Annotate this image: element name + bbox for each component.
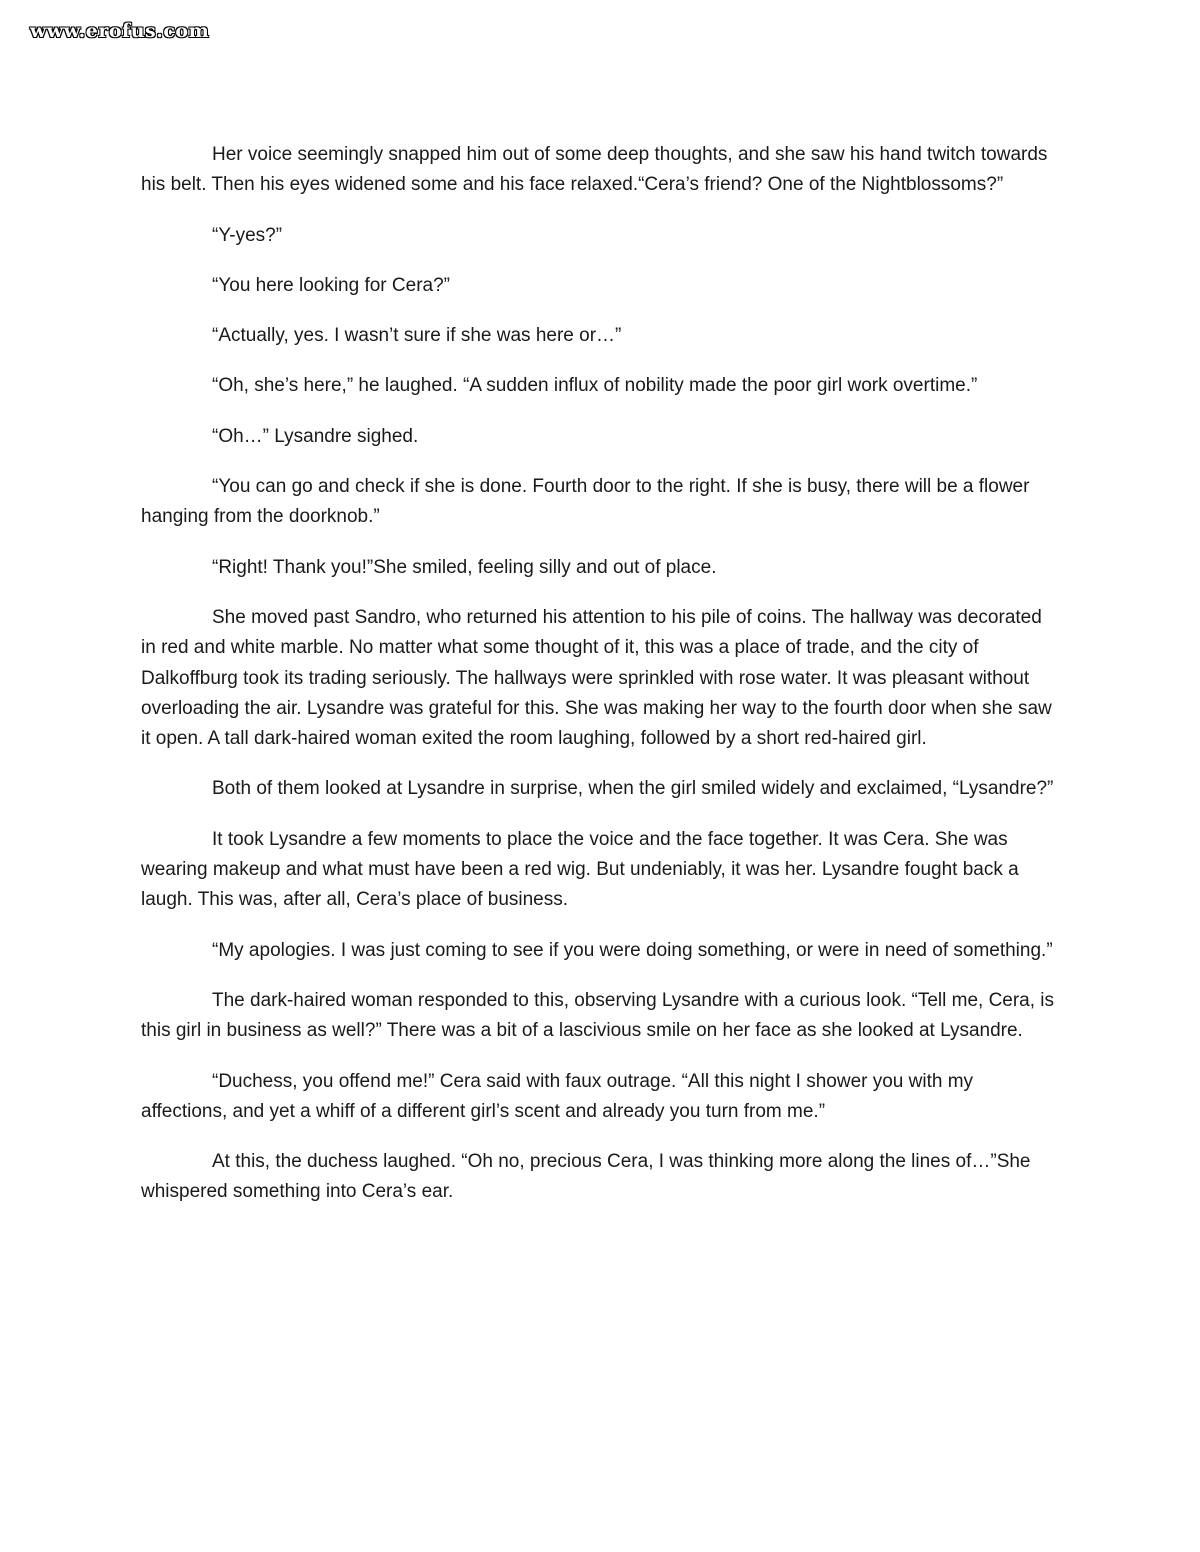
paragraph: “You here looking for Cera?”	[212, 274, 450, 296]
site-watermark: www.erofus.com	[30, 20, 210, 42]
paragraph: “Actually, yes. I wasn’t sure if she was here or…”	[212, 325, 622, 347]
paragraph: Her voice seemingly snapped him out of some deep thoughts, and she saw his hand twitch towards his belt. Then his eyes widened some and his face relaxed.“Cera’s friend? One of the Nightblossoms?”	[141, 144, 1048, 196]
paragraph: Both of them looked at Lysandre in surprise, when the girl smiled widely and exclaimed, “Lysandre?”	[212, 778, 1054, 800]
paragraph: “Y-yes?”	[212, 224, 283, 246]
paragraph: “Oh, she’s here,” he laughed. “A sudden influx of nobility made the poor girl work overtime.”	[212, 375, 978, 397]
paragraph: “Right! Thank you!”She smiled, feeling silly and out of place.	[212, 556, 717, 578]
paragraph: At this, the duchess laughed. “Oh no, precious Cera, I was thinking more along the lines of…”She whispered something into Cera’s ear.	[141, 1151, 1031, 1203]
paragraph: “My apologies. I was just coming to see if you were doing something, or were in need of something.”	[212, 939, 1053, 961]
paragraph: The dark-haired woman responded to this, observing Lysandre with a curious look. “Tell me, Cera, is this girl in business as well?” There was a bit of a lascivious smile on her face as she looked at Lysandre.	[141, 989, 1055, 1042]
paragraph: She moved past Sandro, who returned his attention to his pile of coins. The hallway was decorated in red and white marble. No matter what some thought of it, this was a place of trade, and the city of Dalkoffburg took its trading seriously. The hallways were sprinkled with rose water. It was pleasant without overloading the air. Lysandre was grateful for this. She was making her way to the fourth door when she saw it open. A tall dark-haired woman exited the room laughing, followed by a short red-haired girl.	[141, 606, 1052, 750]
paragraph: “Oh…” Lysandre sighed.	[212, 425, 419, 447]
paragraph: “Duchess, you offend me!” Cera said with faux outrage. “All this night I shower you with my affections, and yet a whiff of a different girl’s scent and already you turn from me.”	[141, 1070, 974, 1122]
document-body	[141, 140, 1061, 1228]
paragraph: It took Lysandre a few moments to place the voice and the face together. It was Cera. She was wearing makeup and what must have been a red wig. But undeniably, it was her. Lysandre fought back a laugh. This was, after all, Cera’s place of business.	[141, 828, 1019, 911]
paragraph: “You can go and check if she is done. Fourth door to the right. If she is busy, there will be a flower hanging from the doorknob.”	[141, 476, 1030, 528]
